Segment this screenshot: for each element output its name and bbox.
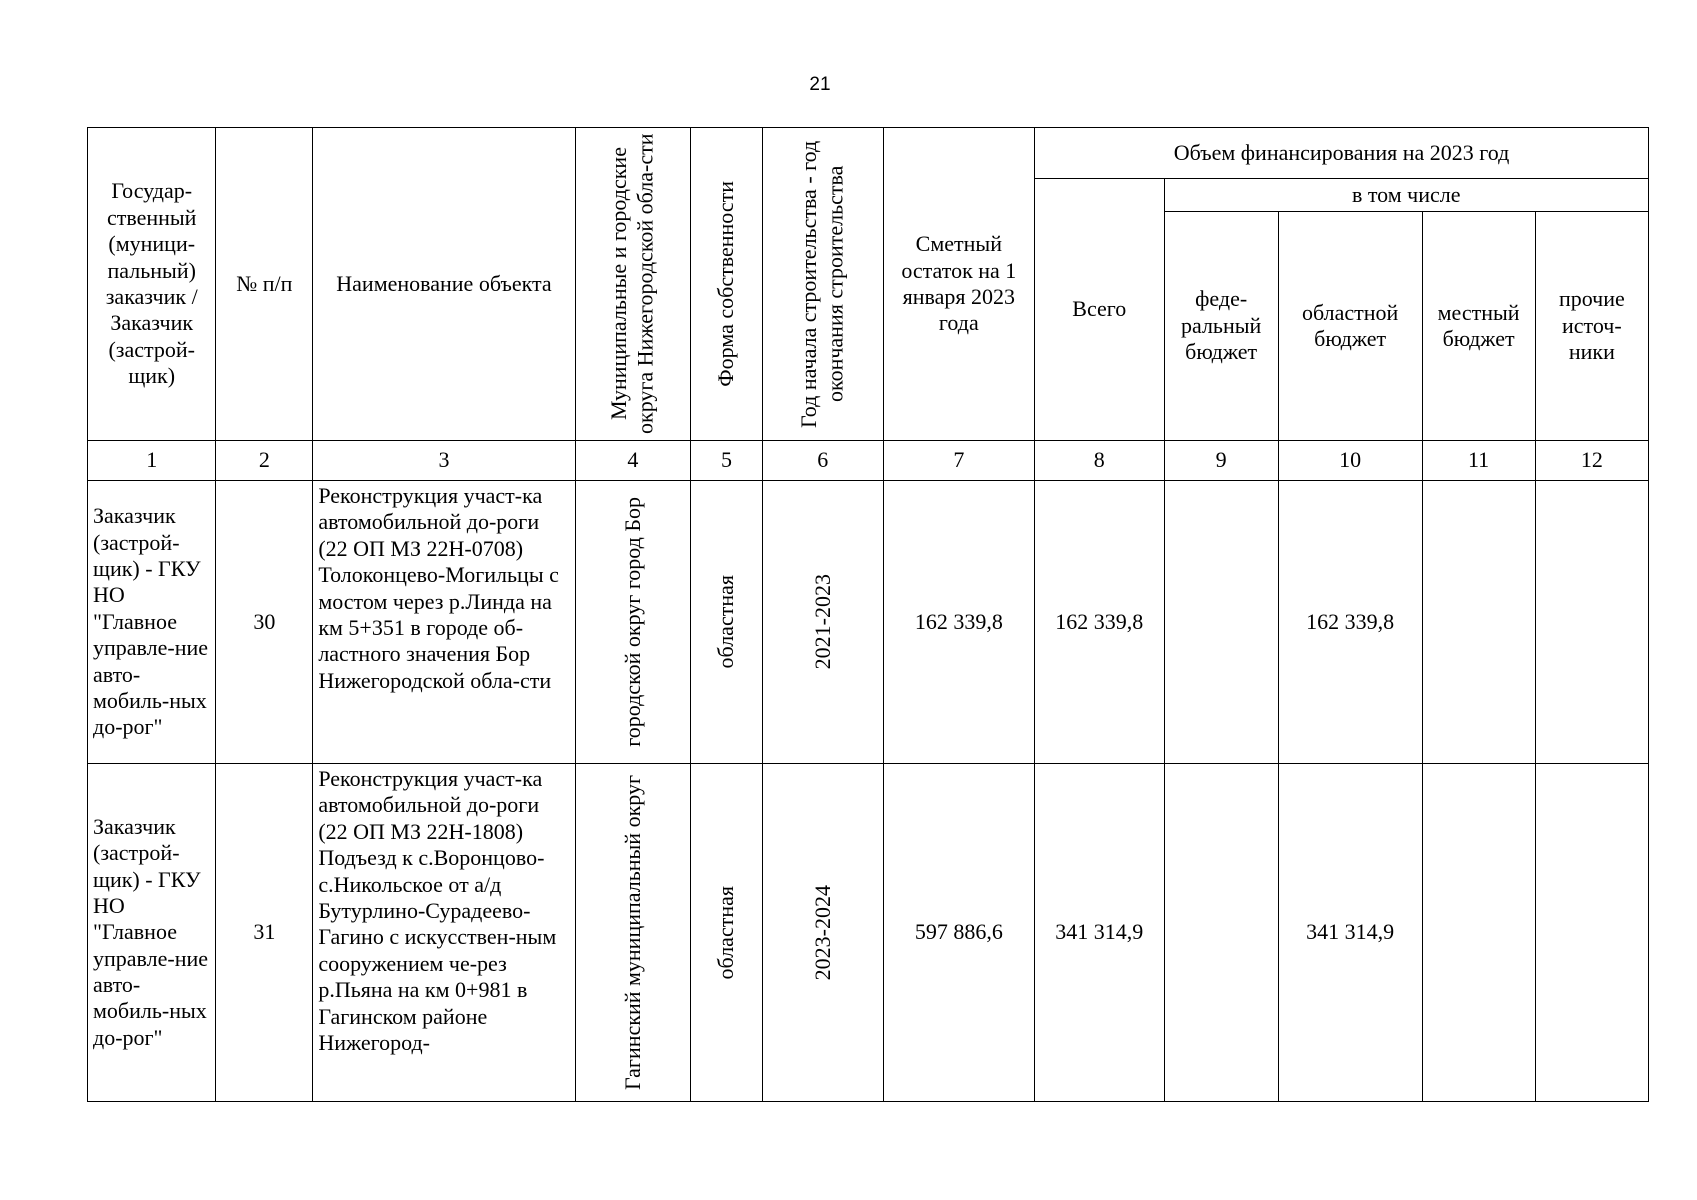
row-federal bbox=[1164, 481, 1278, 764]
row-other bbox=[1535, 764, 1648, 1102]
header-balance: Сметный остаток на 1 января 2023 года bbox=[883, 128, 1034, 441]
row-local bbox=[1422, 764, 1535, 1102]
header-other: прочие источ-ники bbox=[1535, 212, 1648, 441]
row-total: 341 314,9 bbox=[1034, 764, 1164, 1102]
row-municipality bbox=[575, 481, 690, 764]
col-number: 3 bbox=[313, 441, 575, 481]
row-ownership-text: областная bbox=[713, 575, 739, 669]
column-numbers-row bbox=[88, 441, 1649, 481]
row-ownership bbox=[691, 481, 763, 764]
table-row bbox=[88, 481, 1649, 764]
row-municipality-text: Гагинский муниципальный округ bbox=[619, 774, 645, 1090]
row-total: 162 339,8 bbox=[1034, 481, 1164, 764]
header-ownership bbox=[691, 128, 763, 441]
row-customer: Заказчик (застрой-щик) - ГКУ НО "Главное управле-ние авто-мобиль-ных до-рог" bbox=[88, 481, 216, 764]
header-num: № п/п bbox=[216, 128, 313, 441]
row-years-text: 2021-2023 bbox=[809, 574, 835, 670]
header-funding: Объем финансирования на 2023 год bbox=[1034, 128, 1648, 179]
header-row-1 bbox=[88, 128, 1649, 179]
header-local: местный бюджет bbox=[1422, 212, 1535, 441]
col-number: 9 bbox=[1164, 441, 1278, 481]
col-number: 4 bbox=[575, 441, 690, 481]
header-municipality bbox=[575, 128, 690, 441]
header-years bbox=[762, 128, 883, 441]
row-other bbox=[1535, 481, 1648, 764]
row-num: 30 bbox=[216, 481, 313, 764]
col-number: 10 bbox=[1278, 441, 1422, 481]
header-municipality-text: Муниципальные и городские округа Нижегородской обла-сти bbox=[606, 133, 658, 435]
header-regional: областной бюджет bbox=[1278, 212, 1422, 441]
row-regional: 162 339,8 bbox=[1278, 481, 1422, 764]
col-number: 5 bbox=[691, 441, 763, 481]
row-object-name: Реконструкция участ-ка автомобильной до-роги (22 ОП МЗ 22Н-1808) Подъезд к с.Воронцово-с.Никольское от а/д Бутурлино-Сурадеево-Гагино с искусствен-ным сооружением че-рез р.Пьяна на км 0+981 в Гагинском районе Нижегород- bbox=[313, 764, 575, 1102]
col-number: 7 bbox=[883, 441, 1034, 481]
row-years-text: 2023-2024 bbox=[809, 884, 835, 981]
col-number: 2 bbox=[216, 441, 313, 481]
row-local bbox=[1422, 481, 1535, 764]
header-customer: Государ-ственный (муници-пальный) заказчик / Заказчик (застрой-щик) bbox=[88, 128, 216, 441]
header-total: Всего bbox=[1034, 179, 1164, 441]
financing-table bbox=[87, 127, 1649, 1102]
col-number: 8 bbox=[1034, 441, 1164, 481]
row-num: 31 bbox=[216, 764, 313, 1102]
row-ownership-text: областная bbox=[713, 885, 739, 980]
header-federal: феде-ральный бюджет bbox=[1164, 212, 1278, 441]
row-balance: 597 886,6 bbox=[883, 764, 1034, 1102]
row-balance: 162 339,8 bbox=[883, 481, 1034, 764]
header-including: в том числе bbox=[1164, 179, 1648, 212]
header-ownership-text: Форма собственности bbox=[713, 181, 739, 387]
header-object-name: Наименование объекта bbox=[313, 128, 575, 441]
row-regional: 341 314,9 bbox=[1278, 764, 1422, 1102]
row-years bbox=[762, 764, 883, 1102]
col-number: 11 bbox=[1422, 441, 1535, 481]
col-number: 6 bbox=[762, 441, 883, 481]
row-years bbox=[762, 481, 883, 764]
row-ownership bbox=[691, 764, 763, 1102]
table-row bbox=[88, 764, 1649, 1102]
row-federal bbox=[1164, 764, 1278, 1102]
row-customer: Заказчик (застрой-щик) - ГКУ НО "Главное управле-ние авто-мобиль-ных до-рог" bbox=[88, 764, 216, 1102]
col-number: 12 bbox=[1535, 441, 1648, 481]
page-number: 21 bbox=[809, 74, 831, 95]
row-municipality-text: городской округ город Бор bbox=[619, 497, 645, 747]
row-municipality bbox=[575, 764, 690, 1102]
header-years-text: Год начала строительства - год окончания строительства bbox=[796, 140, 848, 428]
col-number: 1 bbox=[88, 441, 216, 481]
row-object-name: Реконструкция участ-ка автомобильной до-роги (22 ОП МЗ 22Н-0708) Толоконцево-Могильцы с мостом через р.Линда на км 5+351 в городе об-ластного значения Бор Нижегородской обла-сти bbox=[313, 481, 575, 764]
